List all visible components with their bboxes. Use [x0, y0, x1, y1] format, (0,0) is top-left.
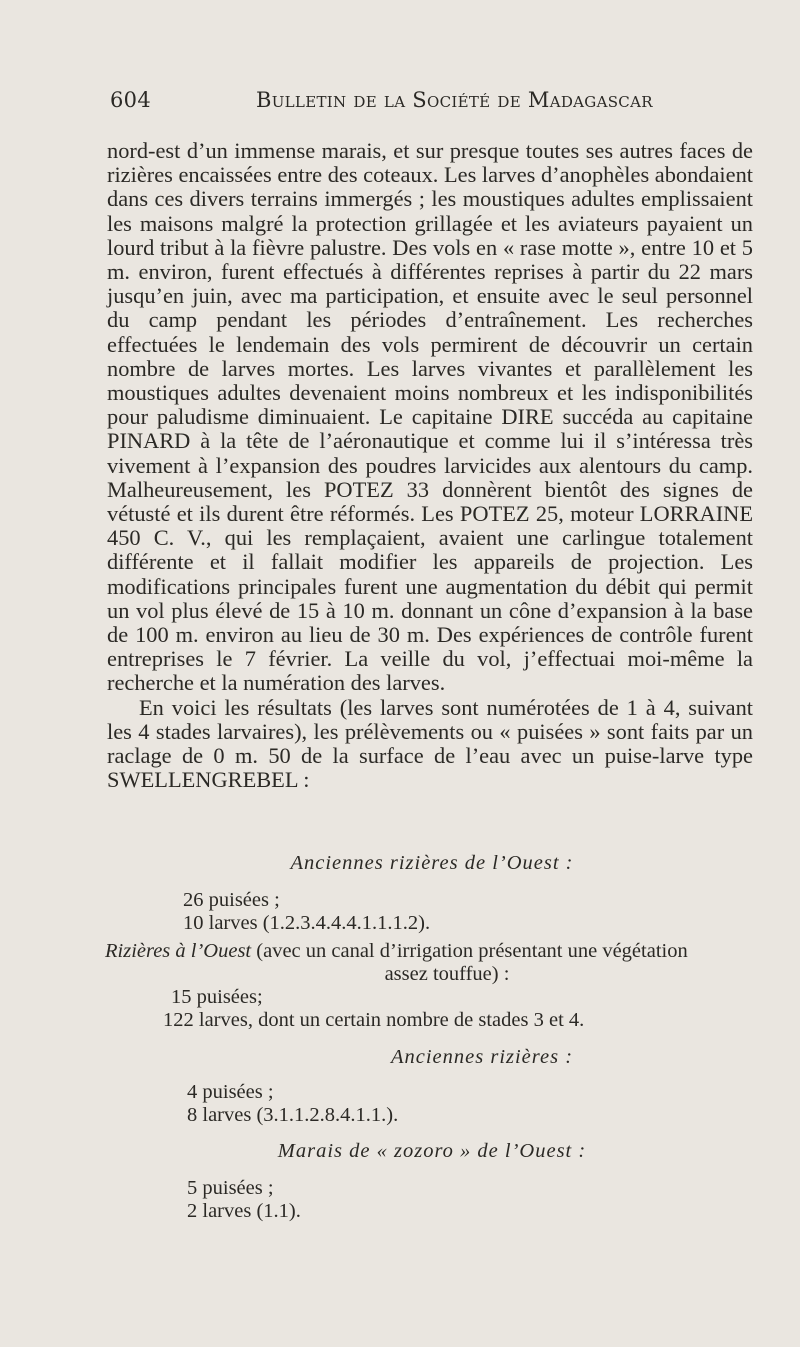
section-title: Marais de « zozoro » de l’Ouest : — [277, 1140, 587, 1162]
paragraph-1: nord-est d’un immense marais, et sur presque toutes ses autres faces de rizières encaissées entre des coteaux. Les larves d’anophèles abondaient dans ces divers terrains immergés ; les moustiques adultes emplissaient les maisons malgré la protection grillagée et les aviateurs payaient un lourd tribut à la fièvre palustre. Des vols en « rase motte », entre 10 et 5 m. environ, furent effectués à différentes reprises à partir du 22 mars jusqu’en juin, avec ma participation, et ensuite avec le seul personnel du camp pendant les périodes d’entraînement. Les recherches effectuées le lendemain des vols permirent de découvrir un certain nombre de larves mortes. Les larves vivantes et parallèlement les moustiques adultes devenaient moins nombreux et les indisponibilités pour paludisme diminuaient. Le capitaine DIRE succéda au capitaine PINARD à la tête de l’aéronautique et comme lui il s’intéressa très vivement à l’expansion des poudres larvicides aux alentours du camp. Malheureusement, les POTEZ 33 donnèrent bientôt des signes de vétusté et ils durent être réformés. Les POTEZ 25, moteur LORRAINE 450 C. V., qui les remplaçaient, avaient une carlingue totalement différente et il fallait modifier les appareils de projection. Les modifications principales furent une augmentation du débit qui permit un vol plus élevé de 15 à 10 m. donnant un cône d’expansion à la base de 100 m. environ au lieu de 30 m. Des expériences de contrôle furent entreprises le 7 février. La veille du vol, j’effectuai moi-même la recherche et la numération des larves. — [107, 138, 753, 696]
entry-line: 26 puisées ; — [183, 889, 280, 911]
entry-line: 122 larves, dont un certain nombre de stades 3 et 4. — [163, 1009, 585, 1031]
entry-line: 10 larves (1.2.3.4.4.4.1.1.1.2). — [183, 912, 431, 934]
section-description: (avec un canal d’irrigation présentant une végétation — [256, 940, 688, 962]
section-title: Anciennes rizières de l’Ouest : — [290, 852, 574, 874]
main-text — [107, 139, 753, 792]
running-header — [110, 88, 653, 118]
entry-line: 2 larves (1.1). — [187, 1200, 301, 1222]
page-number: 604 — [110, 88, 151, 112]
entry-line: 4 puisées ; — [187, 1081, 274, 1103]
section-description: assez touffue) : — [384, 963, 510, 985]
entry-line: 15 puisées; — [171, 986, 263, 1008]
paragraph-2: En voici les résultats (les larves sont numérotées de 1 à 4, suivant les 4 stades larvaires), les prélèvements ou « puisées » sont faits par un raclage de 0 m. 50 de la surface de l’eau avec un puise-larve type SWELLENGREBEL : — [107, 694, 753, 793]
running-title: Bulletin de la Société de Madagascar — [256, 88, 653, 112]
section-title: Rizières à l’Ouest — [105, 940, 252, 962]
section-title: Anciennes rizières : — [390, 1046, 574, 1068]
entry-line: 8 larves (3.1.1.2.8.4.1.1.). — [187, 1104, 399, 1126]
entry-line: 5 puisées ; — [187, 1177, 274, 1199]
